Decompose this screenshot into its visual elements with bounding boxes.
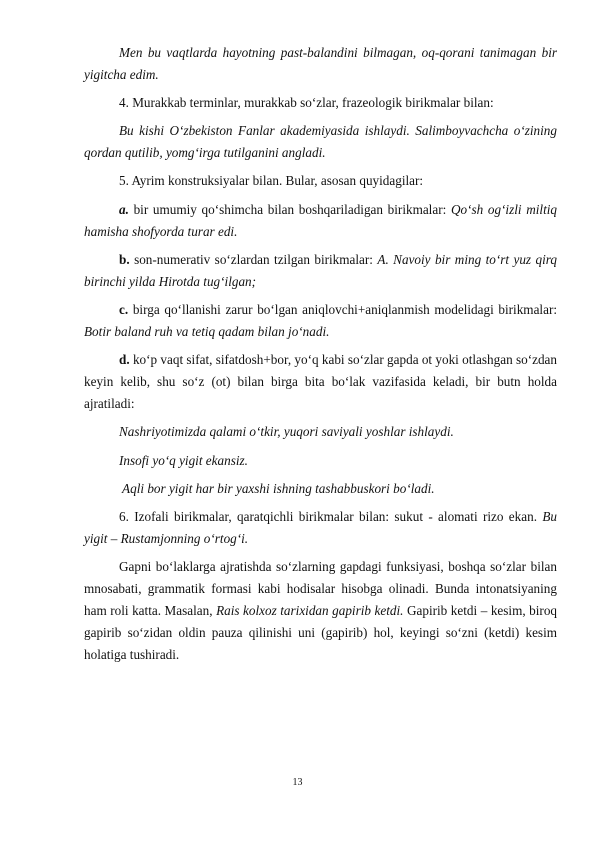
example-sentence: Men bu vaqtlarda hayotning past-balandini bilmagan, oq-qorani tanimagan bir yigitcha edim. [84, 45, 557, 83]
example-sentence: Rais kolxoz tarixidan gapirib ketdi. [216, 603, 404, 619]
document-page [84, 42, 557, 672]
example-sentence: Bu kishi O‘zbekiston Fanlar akademiyasida ishlaydi. Salimboyvachcha o‘zining qordan qutilib, yomg‘irga tutilganini angladi. [84, 123, 557, 161]
list-text: birga qo‘llanishi zarur bo‘lgan aniqlovchi+aniqlanmish modelidagi birikmalar: [128, 301, 557, 317]
example-sentence: Insofi yo‘q yigit ekansiz. [119, 452, 248, 468]
page-number: 13 [292, 777, 303, 788]
list-item-b [84, 249, 557, 293]
list-marker: d. [119, 352, 130, 368]
example-sentence: Qo‘sh og‘izli miltiq hamisha shofyorda turar edi. [84, 201, 557, 239]
list-marker: a. [119, 201, 129, 217]
section-heading-6 [84, 506, 557, 550]
list-item-d [84, 349, 557, 415]
example-sentence: Aqli bor yigit har bir yaxshi ishning tashabbuskori bo‘ladi. [119, 480, 435, 496]
list-text: ko‘p vaqt sifat, sifatdosh+bor, yo‘q kabi so‘zlar gapda ot yoki otlashgan so‘zdan keyin kelib, shu so‘z (ot) bilan birga bita bo‘lak vazifasida keladi, bir butn holda ajratiladi: [84, 352, 557, 412]
example-sentence: Nashriyotimizda qalami o‘tkir, yuqori saviyali yoshlar ishlaydi. [119, 424, 454, 440]
body-text: Gapni bo‘laklarga ajratishda so‘zlarning gapdagi funksiyasi, boshqa so‘zlar bilan mnosabati, grammatik formasi kabi hodisalar hisobga olinadi. Bunda intonatsiyaning ham roli katta. Masalan, [84, 558, 557, 619]
list-item-a [84, 199, 557, 243]
list-text: bir umumiy qo‘shimcha bilan boshqariladigan birikmalar: [128, 201, 451, 217]
body-text: Gapirib ketdi – kesim, biroq gapirib so‘zidan oldin pauza qilinishi uni (gapirib) hol, keyingi so‘zni (ketdi) kesim holatiga tushiradi. [84, 603, 558, 663]
example-sentence: A. Navoiy bir ming to‘rt yuz qirq birinchi yilda Hirotda tug‘ilgan; [84, 251, 557, 289]
example-sentence: Bu yigit – Rustamjonning o‘rtog‘i. [84, 508, 557, 546]
list-item-c [84, 299, 557, 343]
example-sentence: Botir baland ruh va tetiq qadam bilan jo‘nadi. [84, 324, 330, 340]
section-heading-4: 4. Murakkab terminlar, murakkab so‘zlar, frazeologik birikmalar bilan: [119, 95, 494, 111]
body-paragraph [84, 556, 557, 666]
section-text: 6. Izofali birikmalar, qaratqichli birikmalar bilan: sukut - alomati rizo ekan. [119, 508, 543, 524]
section-heading-5: 5. Ayrim konstruksiyalar bilan. Bular, asosan quyidagilar: [119, 173, 424, 189]
list-marker: c. [119, 301, 129, 317]
list-text: son-numerativ so‘zlardan tzilgan birikmalar: [129, 251, 378, 267]
list-marker: b. [119, 251, 130, 267]
